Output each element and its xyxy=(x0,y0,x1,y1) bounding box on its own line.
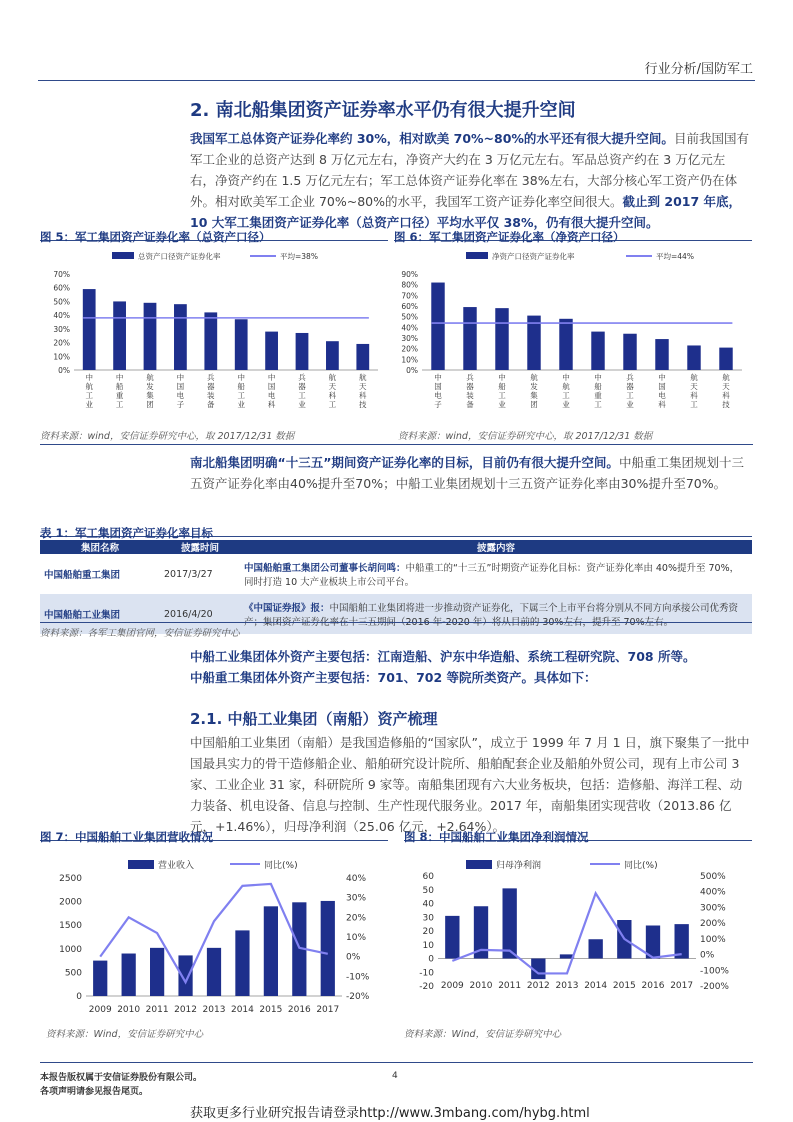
y-left-tick-label: 1000 xyxy=(59,944,82,955)
table1-header-date: 披露时间 xyxy=(160,540,240,554)
y-right-tick-label: 0% xyxy=(346,952,361,963)
footer-disclaimer: 各项声明请参见报告尾页。 xyxy=(40,1087,149,1097)
y-left-tick-label: 2000 xyxy=(59,897,82,908)
bar xyxy=(264,906,278,996)
y-tick-label: 90% xyxy=(401,270,418,279)
y-left-tick-label: 0 xyxy=(76,992,82,1002)
x-tick-label: 航发集团 xyxy=(146,373,154,409)
x-tick-label: 2009 xyxy=(88,1005,112,1015)
bar xyxy=(687,345,700,370)
x-tick-label: 航天科工 xyxy=(328,373,337,409)
section-2-title: 2. 南北船集团资产证券率水平仍有很大提升空间 xyxy=(190,100,576,121)
bar xyxy=(655,339,668,370)
fig6-title-bar xyxy=(394,226,752,244)
bar xyxy=(321,901,335,996)
x-tick-label: 2016 xyxy=(641,981,665,991)
legend-bar-swatch xyxy=(128,860,154,869)
y-right-tick-label: 400% xyxy=(700,887,726,898)
bar xyxy=(207,948,221,996)
bar xyxy=(431,283,444,370)
y-right-tick-label: -10% xyxy=(346,972,370,983)
table1-bottom-rule xyxy=(40,622,752,623)
table1-title-bar xyxy=(40,522,752,540)
x-tick-label: 中国电子 xyxy=(176,373,185,409)
legend-bar-label: 总资产口径资产证券化率 xyxy=(138,252,221,261)
table1-header-row xyxy=(40,540,752,554)
table1-cell-src: 《中国证券报》报： xyxy=(244,603,330,614)
table1-cell-content xyxy=(240,594,752,634)
figure-row-divider xyxy=(40,444,753,445)
paragraph-3-line2: 中船重工集团体外资产主要包括：701、702 等院所类资产。具体如下： xyxy=(190,670,597,685)
fig6-source: 资料来源：wind，安信证券研究中心，取 2017/12/31 数据 xyxy=(398,431,653,442)
paragraph-3-line1: 中船工业集团体外资产主要包括：江南造船、沪东中华造船、系统工程研究院、708 所等。 xyxy=(190,649,696,664)
y-left-tick-label: 2500 xyxy=(59,874,82,884)
bar xyxy=(113,301,126,370)
x-tick-label: 2015 xyxy=(259,1005,283,1015)
y-right-tick-label: 40% xyxy=(346,874,367,884)
legend-bar-swatch xyxy=(466,860,492,869)
paragraph-2-bold: 南北船集团明确“十三五”期间资产证券化率的目标，目前仍有很大提升空间。 xyxy=(190,455,619,470)
fig5-title: 图 5：军工集团资产证券化率（总资产口径） xyxy=(40,230,271,244)
header-divider xyxy=(38,80,755,81)
bar xyxy=(589,939,603,958)
y-tick-label: 50% xyxy=(53,297,70,307)
x-tick-label: 中船重工 xyxy=(115,373,124,409)
y-left-tick-label: 30 xyxy=(422,913,434,924)
y-tick-label: 0% xyxy=(58,366,70,375)
table1-cell-text: 中国船舶工业集团将进一步推动资产证券化，下属三个上市平台将分别从不同方向承接公司优秀资产；集团资产证券化率在十三五期间（2016 年-2020 年）将从目前的 30%左右，提升至 70%左右。 xyxy=(244,603,739,628)
fig7-chart xyxy=(40,846,388,1018)
y-tick-label: 70% xyxy=(401,291,418,301)
fig7-title-bar xyxy=(40,826,388,844)
bar xyxy=(719,348,732,370)
legend-line-label: 平均=38% xyxy=(280,252,318,261)
bar xyxy=(93,961,107,996)
y-tick-label: 80% xyxy=(401,280,418,290)
y-left-tick-label: 500 xyxy=(64,968,82,979)
y-tick-label: 40% xyxy=(401,323,418,333)
table1 xyxy=(40,540,752,634)
table1-cell-group: 中国船舶重工集团 xyxy=(44,570,121,581)
y-tick-label: 20% xyxy=(53,338,70,348)
page-number: 4 xyxy=(392,1071,398,1081)
bar xyxy=(265,332,278,370)
bar xyxy=(463,307,476,370)
bar xyxy=(675,924,689,958)
y-left-tick-label: 20 xyxy=(422,927,434,937)
bar xyxy=(235,319,248,370)
x-tick-label: 中船工业 xyxy=(498,373,506,409)
y-right-tick-label: -200% xyxy=(700,982,729,992)
y-left-tick-label: 50 xyxy=(422,885,434,896)
x-tick-label: 2011 xyxy=(498,981,522,991)
bar xyxy=(122,954,136,996)
table-row xyxy=(40,554,752,594)
y-tick-label: 0% xyxy=(406,366,418,375)
y-tick-label: 70% xyxy=(53,270,70,279)
bar xyxy=(204,312,217,370)
table1-cell-group: 中国船舶工业集团 xyxy=(40,594,160,634)
x-tick-label: 2009 xyxy=(440,981,464,991)
table1-source: 资料来源：各军工集团官网，安信证券研究中心 xyxy=(40,628,240,639)
header-section-tag: 行业分析/国防军工 xyxy=(644,62,753,77)
fig8-title-bar xyxy=(404,826,752,844)
y-right-tick-label: 0% xyxy=(700,950,715,961)
x-tick-label: 兵器工业 xyxy=(626,373,634,409)
paragraph-2-body: 中船重工集团规划十三五资产证券化率由40%提升至70%；中船工业集团规划十三五资产证券化率由30%提升至70%。 xyxy=(190,455,744,491)
fig5-chart xyxy=(40,244,388,424)
x-tick-label: 2012 xyxy=(174,1005,198,1015)
bar xyxy=(235,930,249,996)
y-right-tick-label: 100% xyxy=(700,934,726,945)
table1-cell-src: 中国船舶重工集团公司董事长胡问鸣： xyxy=(244,563,406,574)
y-left-tick-label: 0 xyxy=(428,954,434,965)
section-2-1-paragraph: 中国船舶工业集团（南船）是我国造修船的“国家队”，成立于 1999 年 7 月 1 日，旗下聚集了一批中国最具实力的骨干造修船企业、船舶研究设计院所、船舶配套企业及船舶外贸公司，现有上市公司 3 家、工业企业 31 家，科研院所 9 家等。南船集团现有六大业务板块，包括：造修船、海洋工程、动力装备、机电设备、信息与控制、生产性现代服务业。2017 年，南船集团实现营收（2013.86 亿元，+1.46%），归母净利润（25.06 亿元，+2.64%）。 xyxy=(190,735,750,834)
paragraph-3 xyxy=(190,646,750,690)
x-tick-label: 兵器工业 xyxy=(298,373,306,409)
legend-line-label: 同比(%) xyxy=(624,861,658,871)
fig5-source: 资料来源：wind，安信证券研究中心，取 2017/12/31 数据 xyxy=(40,431,295,442)
x-tick-label: 2013 xyxy=(202,1005,226,1015)
bar xyxy=(591,332,604,370)
bar xyxy=(356,344,369,370)
y-tick-label: 50% xyxy=(401,312,418,322)
x-tick-label: 2010 xyxy=(469,981,493,991)
x-tick-label: 2010 xyxy=(117,1005,141,1015)
x-tick-label: 兵器装备 xyxy=(207,373,215,409)
bar xyxy=(296,333,309,370)
y-right-tick-label: -100% xyxy=(700,966,729,977)
table1-header-group: 集团名称 xyxy=(40,540,160,554)
bar xyxy=(144,303,157,370)
legend-bar-swatch xyxy=(466,252,488,259)
y-tick-label: 20% xyxy=(401,344,418,354)
bar xyxy=(83,289,96,370)
section-2-paragraph xyxy=(190,128,750,230)
x-tick-label: 2014 xyxy=(230,1005,254,1015)
y-tick-label: 30% xyxy=(53,324,70,334)
y-left-tick-label: -10 xyxy=(419,968,434,979)
y-tick-label: 30% xyxy=(401,334,418,343)
table1-title: 表 1：军工集团资产证券化率目标 xyxy=(40,526,214,540)
table1-cell-date: 2016/4/20 xyxy=(160,594,240,634)
y-tick-label: 60% xyxy=(53,283,70,293)
x-tick-label: 航天科工 xyxy=(690,373,698,409)
bar xyxy=(326,341,339,370)
bar xyxy=(503,888,517,958)
legend-bar-label: 归母净利润 xyxy=(496,861,542,871)
x-tick-label: 兵器装备 xyxy=(466,373,474,409)
x-tick-label: 2012 xyxy=(526,981,550,991)
x-tick-label: 2017 xyxy=(316,1005,340,1015)
fig8-source: 资料来源：Wind，安信证券研究中心 xyxy=(404,1029,562,1040)
y-tick-label: 60% xyxy=(401,302,418,311)
bar xyxy=(559,319,572,370)
x-tick-label: 中船工业 xyxy=(237,373,245,409)
table1-cell-text: 中船重工的“十三五”时期资产证券化目标：资产证券化率由 40%提升至 70%，同时打造 10 大产业板块上市公司平台。 xyxy=(244,563,740,588)
x-tick-label: 航天科技 xyxy=(359,373,367,409)
fig8-title: 图 8：中国船舶工业集团净利润情况 xyxy=(404,830,589,844)
y-right-tick-label: 20% xyxy=(346,913,367,924)
y-left-tick-label: 60 xyxy=(422,872,434,882)
table1-cell-content xyxy=(240,554,752,594)
y-tick-label: 10% xyxy=(401,355,418,365)
footer-divider xyxy=(40,1062,753,1063)
paragraph-2 xyxy=(190,452,750,516)
x-tick-label: 中国电子 xyxy=(434,373,442,409)
y-left-tick-label: -20 xyxy=(419,982,434,992)
x-tick-label: 2013 xyxy=(555,981,579,991)
section-2-1-title: 2.1. 中船工业集团（南船）资产梳理 xyxy=(190,710,438,728)
x-tick-label: 中航工业 xyxy=(562,373,570,409)
x-tick-label: 中航工业 xyxy=(85,373,93,409)
table1-header-content: 披露内容 xyxy=(240,540,752,554)
paragraph-bold-tail: 截止到 2017 年底，10 大军工集团资产证券化率（总资产口径）平均水平仅 38%，仍有很大提升空间。 xyxy=(190,194,742,230)
bar xyxy=(623,334,636,370)
promo-link[interactable]: 获取更多行业研究报告请登录http://www.3mbang.com/hybg.html xyxy=(190,1106,590,1121)
footer-copyright: 本报告版权属于安信证券股份有限公司。 xyxy=(40,1073,203,1083)
x-tick-label: 中国电科 xyxy=(267,373,276,409)
y-left-tick-label: 40 xyxy=(422,899,434,910)
x-tick-label: 2011 xyxy=(145,1005,169,1015)
legend-line-label: 平均=44% xyxy=(656,252,694,261)
fig7-source: 资料来源：Wind，安信证券研究中心 xyxy=(46,1029,204,1040)
legend-line-label: 同比(%) xyxy=(264,861,298,871)
bar xyxy=(150,948,164,996)
x-tick-label: 航天科技 xyxy=(722,373,730,409)
x-tick-label: 航发集团 xyxy=(530,373,538,409)
y-left-tick-label: 10 xyxy=(422,940,434,951)
y-right-tick-label: 200% xyxy=(700,919,726,930)
fig8-chart xyxy=(404,846,752,1018)
x-tick-label: 2017 xyxy=(670,981,694,991)
legend-bar-label: 净资产口径资产证券化率 xyxy=(492,252,575,261)
fig5-title-bar xyxy=(40,226,388,244)
x-tick-label: 2015 xyxy=(612,981,636,991)
y-right-tick-label: 30% xyxy=(346,893,367,904)
y-right-tick-label: 10% xyxy=(346,933,367,943)
y-left-tick-label: 1500 xyxy=(59,921,82,932)
x-tick-label: 中国电科 xyxy=(658,373,666,409)
legend-bar-label: 营业收入 xyxy=(158,861,195,871)
table1-cell-date: 2017/3/27 xyxy=(164,568,213,580)
fig6-chart xyxy=(394,244,752,424)
legend-bar-swatch xyxy=(112,252,134,259)
fig7-title: 图 7：中国船舶工业集团营收情况 xyxy=(40,830,214,844)
y-tick-label: 10% xyxy=(53,352,70,362)
y-tick-label: 40% xyxy=(53,311,70,321)
bar xyxy=(174,304,187,370)
x-tick-label: 2016 xyxy=(287,1005,311,1015)
y-right-tick-label: 500% xyxy=(700,872,726,882)
x-tick-label: 中船重工 xyxy=(594,373,602,409)
y-right-tick-label: 300% xyxy=(700,903,726,914)
x-tick-label: 2014 xyxy=(584,981,608,991)
bar xyxy=(495,308,508,370)
paragraph-body: 目前我国国有军工企业的总资产达到 8 万亿元左右，净资产大约在 3 万亿元左右。军品总资产约在 3 万亿元左右，净资产约在 1.5 万亿元左右；军工总体资产证券化率在 38%左右，大部分核心军工资产仍在体外。相对欧美军工企业 70%~80%的水平，我国军工资产证券化率空间很大。 xyxy=(190,131,749,209)
paragraph-bold-lead: 我国军工总体资产证券化率约 30%，相对欧美 70%~80%的水平还有很大提升空间。 xyxy=(190,131,674,146)
fig6-title: 图 6：军工集团资产证券化率（净资产口径） xyxy=(394,230,625,244)
bar xyxy=(445,916,459,959)
y-right-tick-label: -20% xyxy=(346,992,370,1002)
